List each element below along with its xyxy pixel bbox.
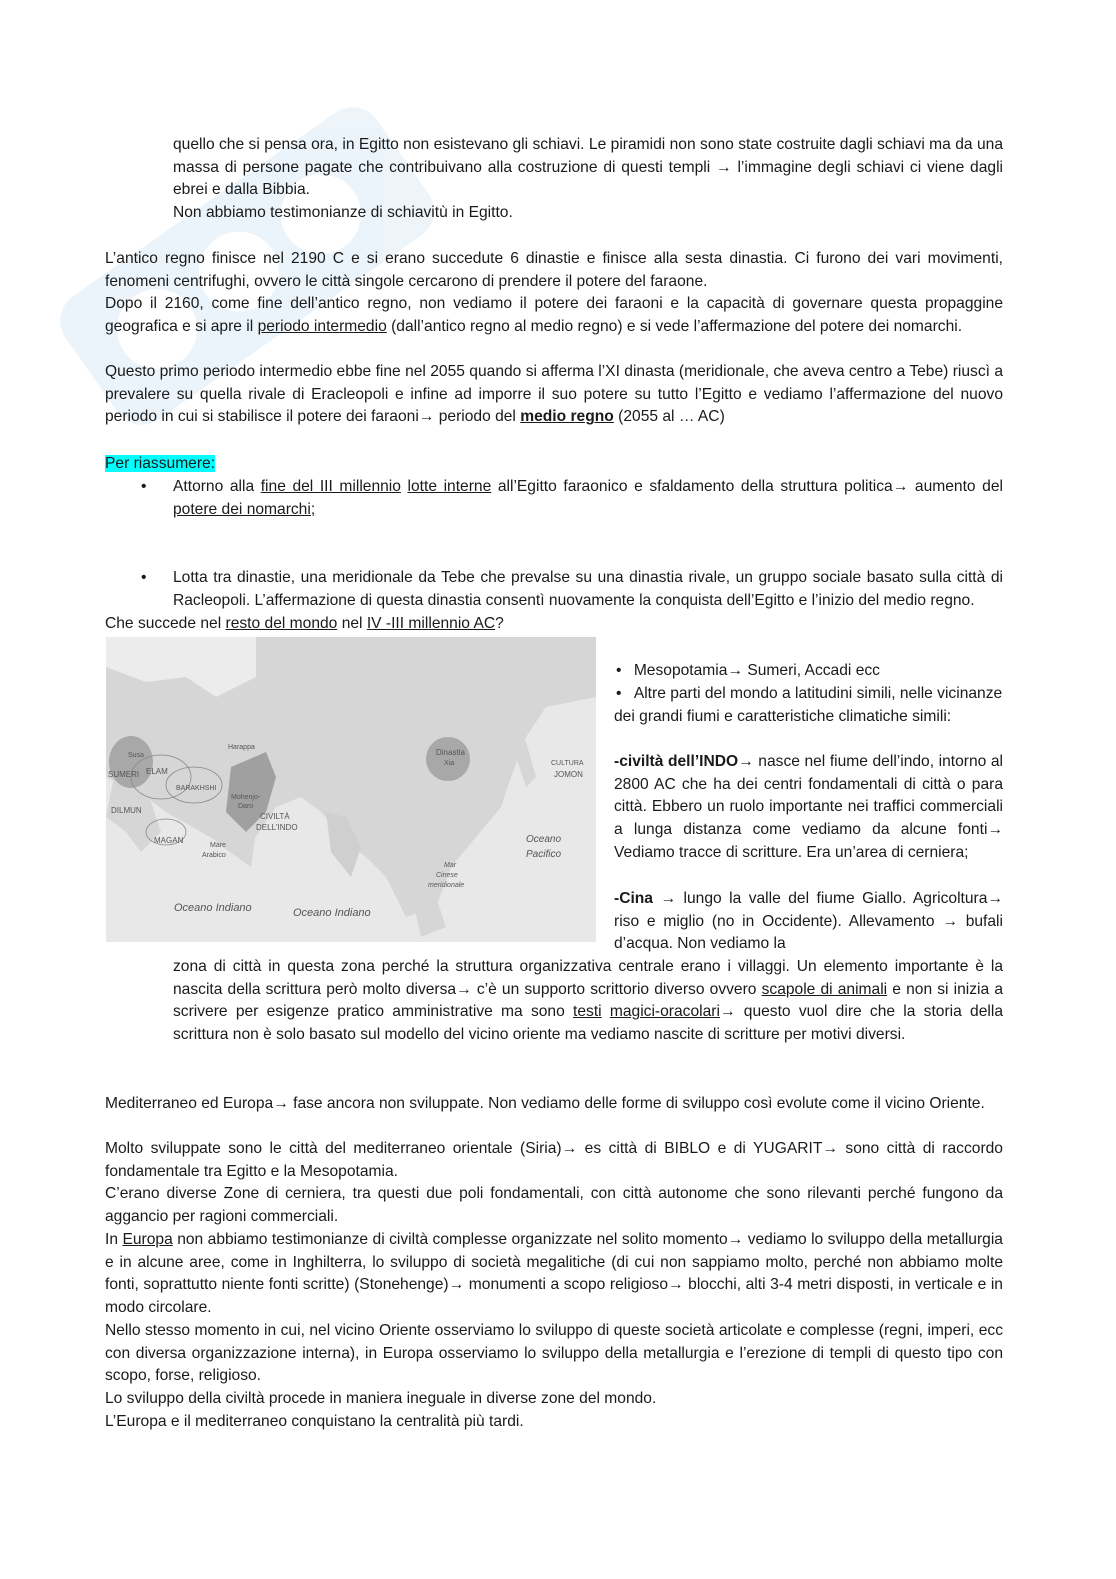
map-label-barakhshi: BARAKHSHI xyxy=(176,785,217,792)
paragraph-mediterraneo: Mediterraneo ed Europa→ fase ancora non sviluppate. Non vediamo delle forme di sviluppo così evolute come il vicino Oriente. xyxy=(105,1095,985,1112)
map-label-indo: DELL'INDO xyxy=(256,823,298,832)
map-label-cultura: CULTURA xyxy=(551,760,584,767)
paragraph-middle-kingdom: Questo primo periodo intermedio ebbe fine nel 2055 quando si afferma l’XI dinasta (meridionale, che aveva centro a Tebe) riuscì a prevalere su quella rivale di Eracleopoli e infine ad imporre il suo potere su tutto l’Egitto e vediamo l’affermazione del nuovo periodo in cui si stabilisce il potere dei faraoni→ periodo del medio regno (2055 al … AC) xyxy=(105,363,1003,426)
map-label-oceano-indiano-2: Oceano Indiano xyxy=(293,907,371,919)
map-label-cinese: Cinese xyxy=(436,872,458,879)
map-label-arabico: Arabico xyxy=(202,852,226,859)
ancient-civilizations-map xyxy=(106,637,596,942)
summary-bullet-1: • Attorno alla fine del III millennio lotte interne all’Egitto faraonico e sfaldamento della struttura politica→ aumento del potere dei nomarchi; xyxy=(141,478,1003,518)
side-bullet-other-parts: • Altre parti del mondo a latitudini simili, nelle vicinanze dei grandi fiumi e caratteristiche climatiche simili: xyxy=(614,685,1003,725)
paragraph-stesso-momento: Nello stesso momento in cui, nel vicino Oriente osserviamo lo sviluppo di queste società articolate e complesse (regni, imperi, ecc con diversa organizzazione interna), in Europa osserviamo lo sviluppo della metallurgia e l’erezione di templi di questo tipo con scopo, forse, religioso. xyxy=(105,1322,1003,1385)
map-label-magan: MAGAN xyxy=(154,836,184,845)
map-label-mar: Mar xyxy=(444,862,457,869)
bullet-icon: • xyxy=(616,685,622,702)
map-label-pacifico: Pacifico xyxy=(526,849,562,860)
paragraph-cina: -Cina → lungo la valle del fiume Giallo. Agricoltura→ riso e miglio (no in Occidente). Allevamento → bufali d’acqua. Non vediamo la xyxy=(614,890,1004,953)
paragraph-europa: In Europa non abbiamo testimonianze di civiltà complesse organizzate nel solito momento→ vediamo lo sviluppo della metallurgia e in alcune aree, come in Inghilterra, lo sviluppo di società megalitiche (di cui non sappiamo molto, perché non abbiamo molte fonti, soprattutto niente fonti scritte) (Stonehenge)→ monumenti a scopo religioso→ blocchi, alti 3-4 metri disposti, in verticale e in modo circolare. xyxy=(105,1231,1003,1317)
map-label-mohenjo: Mohenjo- xyxy=(231,794,261,801)
map-label-harappa: Harappa xyxy=(228,744,255,751)
map-label-oceano: Oceano xyxy=(526,834,562,845)
bullet-icon: • xyxy=(141,569,147,587)
map-label-civilta: CIVILTÀ xyxy=(260,812,290,821)
paragraph-no-slavery: Non abbiamo testimonianze di schiavitù in Egitto. xyxy=(173,204,513,221)
map-label-oceano-indiano-1: Oceano Indiano xyxy=(174,902,252,914)
paragraph-siria: Molto sviluppate sono le città del mediterraneo orientale (Siria)→ es città di BIBLO e di YUGARIT→ sono città di raccordo fondamentale tra Egitto e la Mesopotamia. xyxy=(105,1140,1003,1180)
paragraph-indo: -civiltà dell’INDO→ nasce nel fiume dell’indo, intorno al 2800 AC che ha dei centri fondamentali di città o para città. Ebbero un ruolo importante nei traffici commerciali a lunga distanza come vediamo da alcune fonti→ Vediamo tracce di scritture. Era un’area di cerniera; xyxy=(614,753,1003,861)
paragraph-intermediate-period: Dopo il 2160, come fine dell’antico regno, non vediamo il potere dei faraoni e la capacità di governare questa propaggine geografica e si apre il periodo intermedio (dall’antico regno al medio regno) e si vede l’affermazione del potere dei nomarchi. xyxy=(105,295,1003,335)
map-label-meridionale: meridionale xyxy=(428,882,465,889)
map-label-xia: Xia xyxy=(444,760,455,767)
map-label-susa: Susa xyxy=(128,752,144,759)
bullet-icon: • xyxy=(616,662,622,679)
map-label-daro: Daro xyxy=(238,803,254,810)
map-label-mare: Mare xyxy=(210,842,226,849)
summary-bullet-2: • Lotta tra dinastie, una meridionale da Tebe che prevalse su una dinastia rivale, un gruppo sociale basato sulla città di Racleopoli. L’affermazione di questa dinastia consentì nuovamente la conquista dell’Egitto e l’inizio del medio regno. xyxy=(141,569,1003,610)
map-label-dilmun: DILMUN xyxy=(111,806,142,815)
question-heading: Che succede nel resto del mondo nel IV -III millennio AC? xyxy=(105,615,504,632)
paragraph-slaves: quello che si pensa ora, in Egitto non esistevano gli schiavi. Le piramidi non sono state costruite dagli schiavi ma da una massa di persone pagate che contribuivano alla costruzione di questi templi → l’immagine degli schiavi ci viene dagli ebrei e dalla Bibbia. xyxy=(173,136,1003,199)
summary-heading: Per riassumere: xyxy=(105,455,216,472)
paragraph-old-kingdom-end: L’antico regno finisce nel 2190 C e si erano succedute 6 dinastie e finisce alla sesta dinastia. Ci furono dei vari movimenti, fenomeni centrifughi, ovvero le città singole cercarono di prendere il potere del faraone. xyxy=(105,250,1003,290)
side-bullet-mesopotamia: • Mesopotamia→ Sumeri, Accadi ecc xyxy=(616,662,880,679)
paragraph-cina-continued: zona di città in questa zona perché la struttura organizzativa centrale erano i villaggi. Un elemento importante è la nascita della scrittura però molto diversa→ c’è un supporto scrittorio diverso ovvero scapole di animali e non si inizia a scrivere per esigenze pratico amministrative ma sono testi magici-oracolari→ questo vuol dire che la storia della scrittura non è solo basato sul modello del vicino oriente ma vediamo nascite di scritture per motivi diversi. xyxy=(173,958,1003,1044)
map-label-jomon: JOMON xyxy=(554,770,583,779)
map-label-dinastia: Dinastia xyxy=(436,748,465,757)
paragraph-cerniera: C’erano diverse Zone di cerniera, tra questi due poli fondamentali, con città autonome che sono rilevanti perché fungono da aggancio per ragioni commerciali. xyxy=(105,1185,1003,1225)
bullet-icon: • xyxy=(141,478,147,495)
map-label-sumeri: SUMERI xyxy=(108,770,140,779)
map-label-elam: ELAM xyxy=(146,767,168,776)
arrow-icon: → xyxy=(716,158,732,176)
paragraph-centralita: L’Europa e il mediterraneo conquistano la centralità più tardi. xyxy=(105,1413,524,1430)
paragraph-sviluppo: Lo sviluppo della civiltà procede in maniera ineguale in diverse zone del mondo. xyxy=(105,1390,657,1407)
